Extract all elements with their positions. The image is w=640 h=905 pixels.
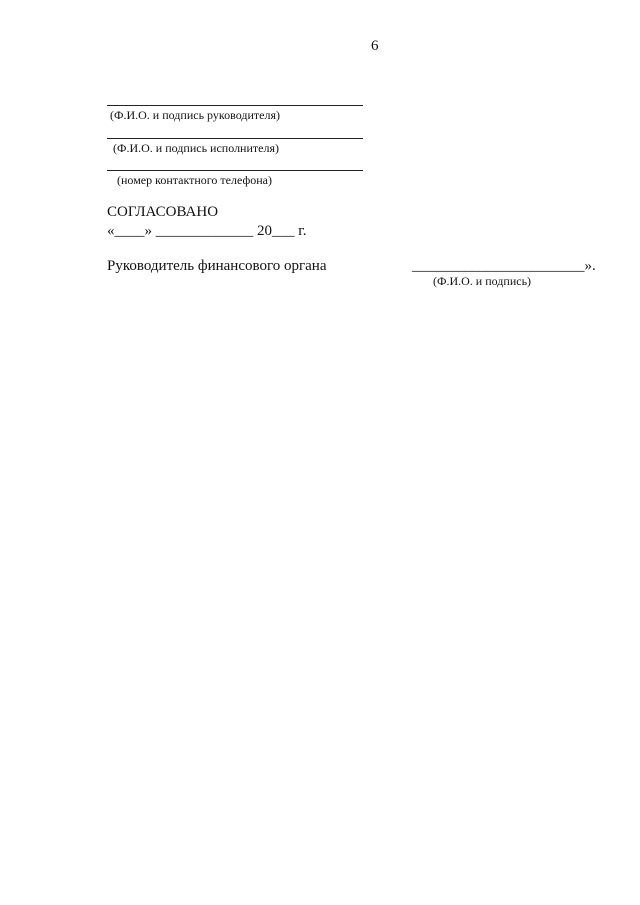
page-number: 6 (371, 38, 379, 54)
signature-caption-manager: (Ф.И.О. и подпись руководителя) (110, 108, 280, 122)
signature-line-executor (107, 138, 363, 139)
finance-head-label: Руководитель финансового органа (107, 258, 327, 274)
signature-line-phone (107, 170, 363, 171)
signature-line-manager (107, 105, 363, 106)
finance-head-signature-line: _______________________». (412, 258, 596, 274)
approval-title: СОГЛАСОВАНО (107, 204, 219, 220)
approval-date-line: «____» _____________ 20___ г. (107, 223, 307, 239)
finance-head-caption: (Ф.И.О. и подпись) (433, 274, 532, 288)
signature-caption-executor: (Ф.И.О. и подпись исполнителя) (113, 141, 279, 155)
signature-caption-phone: (номер контактного телефона) (117, 173, 272, 187)
